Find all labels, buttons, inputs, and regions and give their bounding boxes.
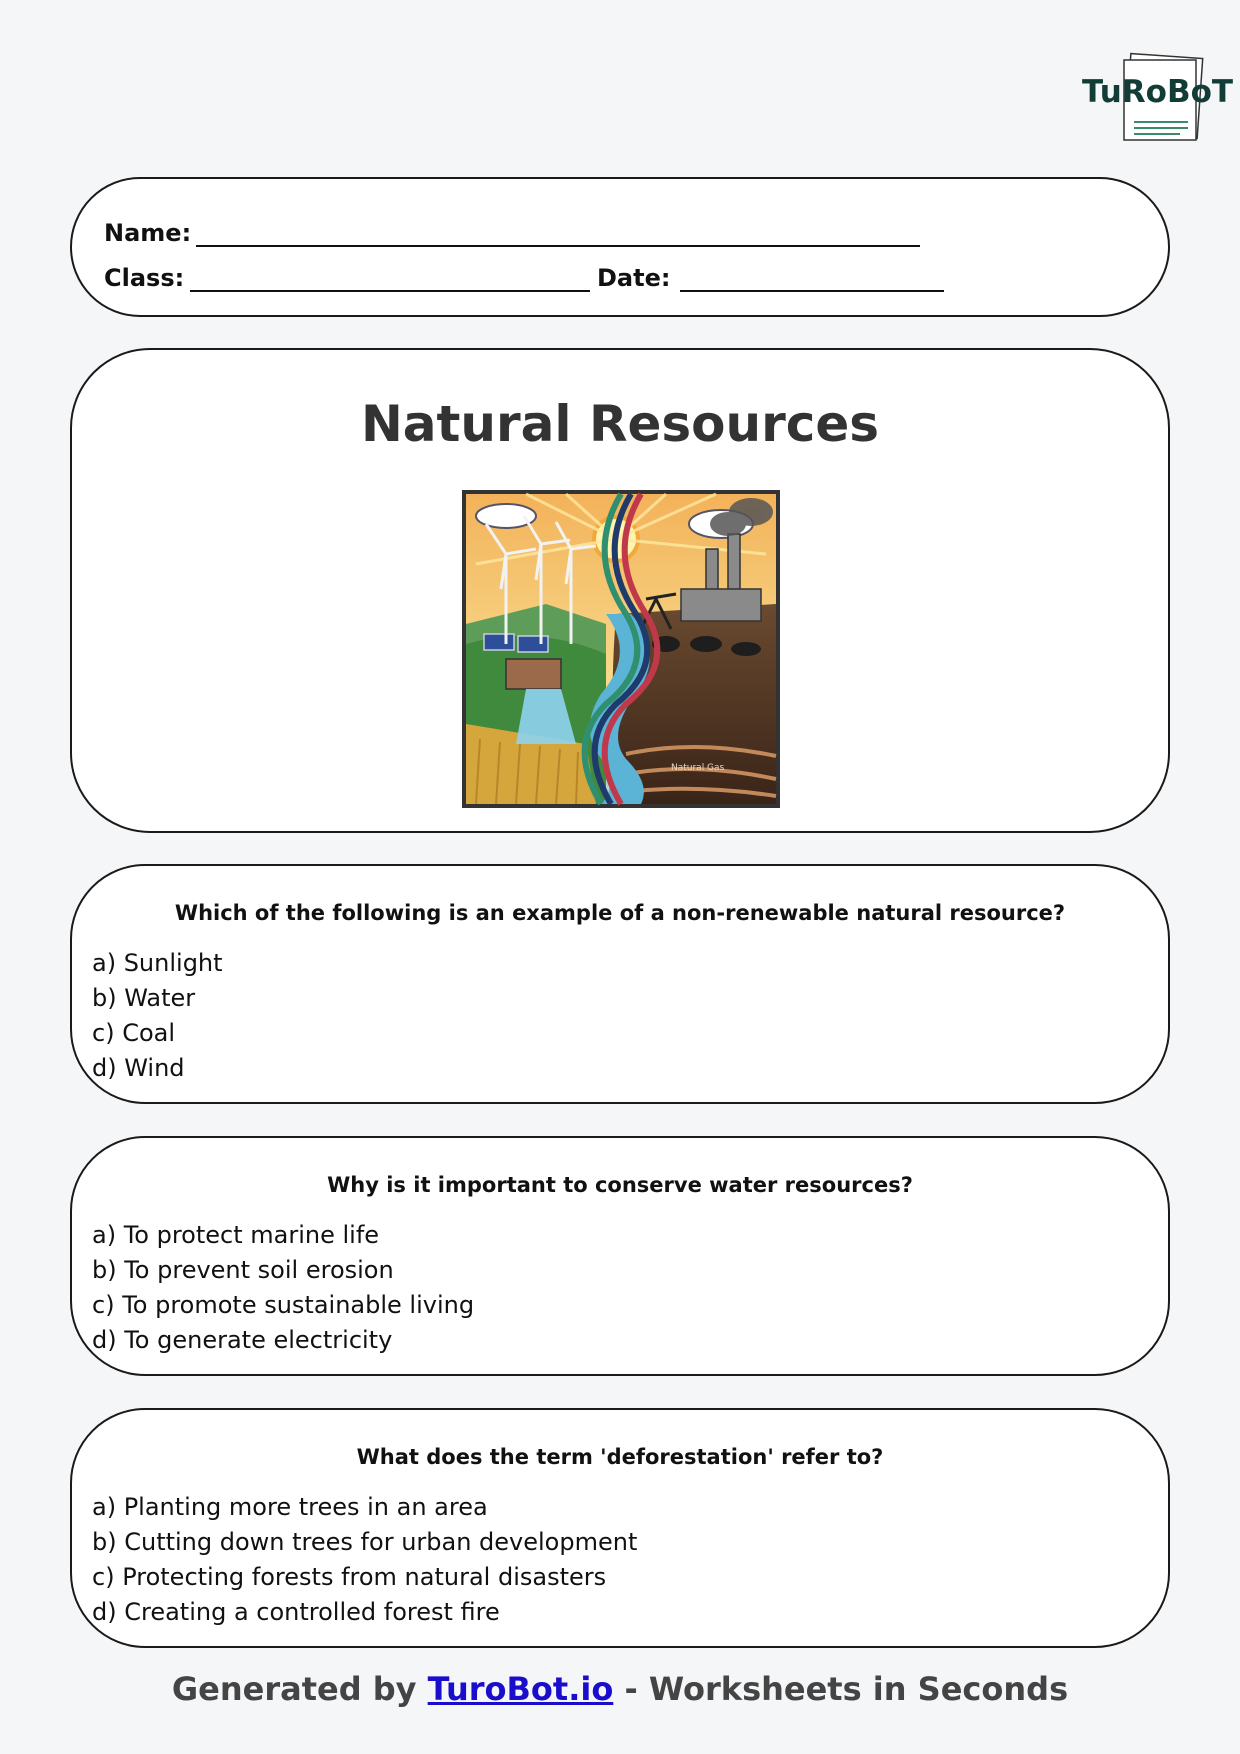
question-card-3 <box>70 1408 1170 1648</box>
class-label: Class: <box>104 264 185 292</box>
title-card <box>70 348 1170 833</box>
question-1-options <box>92 946 223 1086</box>
option-d[interactable]: d) Wind <box>92 1054 185 1082</box>
option-b[interactable]: b) To prevent soil erosion <box>92 1256 394 1284</box>
name-field[interactable] <box>196 245 920 247</box>
question-card-1 <box>70 864 1170 1104</box>
question-1-text: Which of the following is an example of a non-renewable natural resource? <box>174 901 1066 925</box>
option-a[interactable]: a) Sunlight <box>92 949 223 977</box>
date-label: Date: <box>597 264 671 292</box>
logo-wordmark: TuRoBoT <box>1082 74 1234 110</box>
student-info-card <box>70 177 1170 317</box>
question-2-options <box>92 1218 474 1358</box>
name-label: Name: <box>104 219 192 247</box>
option-b[interactable]: b) Cutting down trees for urban development <box>92 1528 638 1556</box>
option-a[interactable]: a) To protect marine life <box>92 1221 380 1249</box>
option-d[interactable]: d) To generate electricity <box>92 1326 393 1354</box>
worksheet-title: Natural Resources <box>360 395 880 453</box>
turobot-logo <box>1080 52 1234 142</box>
option-c[interactable]: c) Coal <box>92 1019 176 1047</box>
date-field[interactable] <box>680 290 944 292</box>
option-c[interactable]: c) To promote sustainable living <box>92 1291 475 1319</box>
question-3-options <box>92 1490 637 1630</box>
natural-resources-illustration <box>462 490 780 808</box>
question-3-text: What does the term 'deforestation' refer to? <box>356 1445 884 1469</box>
option-c[interactable]: c) Protecting forests from natural disasters <box>92 1563 607 1591</box>
option-a[interactable]: a) Planting more trees in an area <box>92 1493 488 1521</box>
natural-gas-caption: Natural Gas <box>671 763 725 773</box>
turobot-link[interactable]: TuroBot.io <box>427 1670 614 1708</box>
question-card-2 <box>70 1136 1170 1376</box>
footer-suffix: - Worksheets in Seconds <box>613 1670 1069 1708</box>
option-b[interactable]: b) Water <box>92 984 196 1012</box>
footer <box>0 1670 1240 1708</box>
footer-prefix: Generated by <box>171 1670 428 1708</box>
class-field[interactable] <box>190 290 590 292</box>
option-d[interactable]: d) Creating a controlled forest fire <box>92 1598 500 1626</box>
question-2-text: Why is it important to conserve water resources? <box>327 1173 913 1197</box>
